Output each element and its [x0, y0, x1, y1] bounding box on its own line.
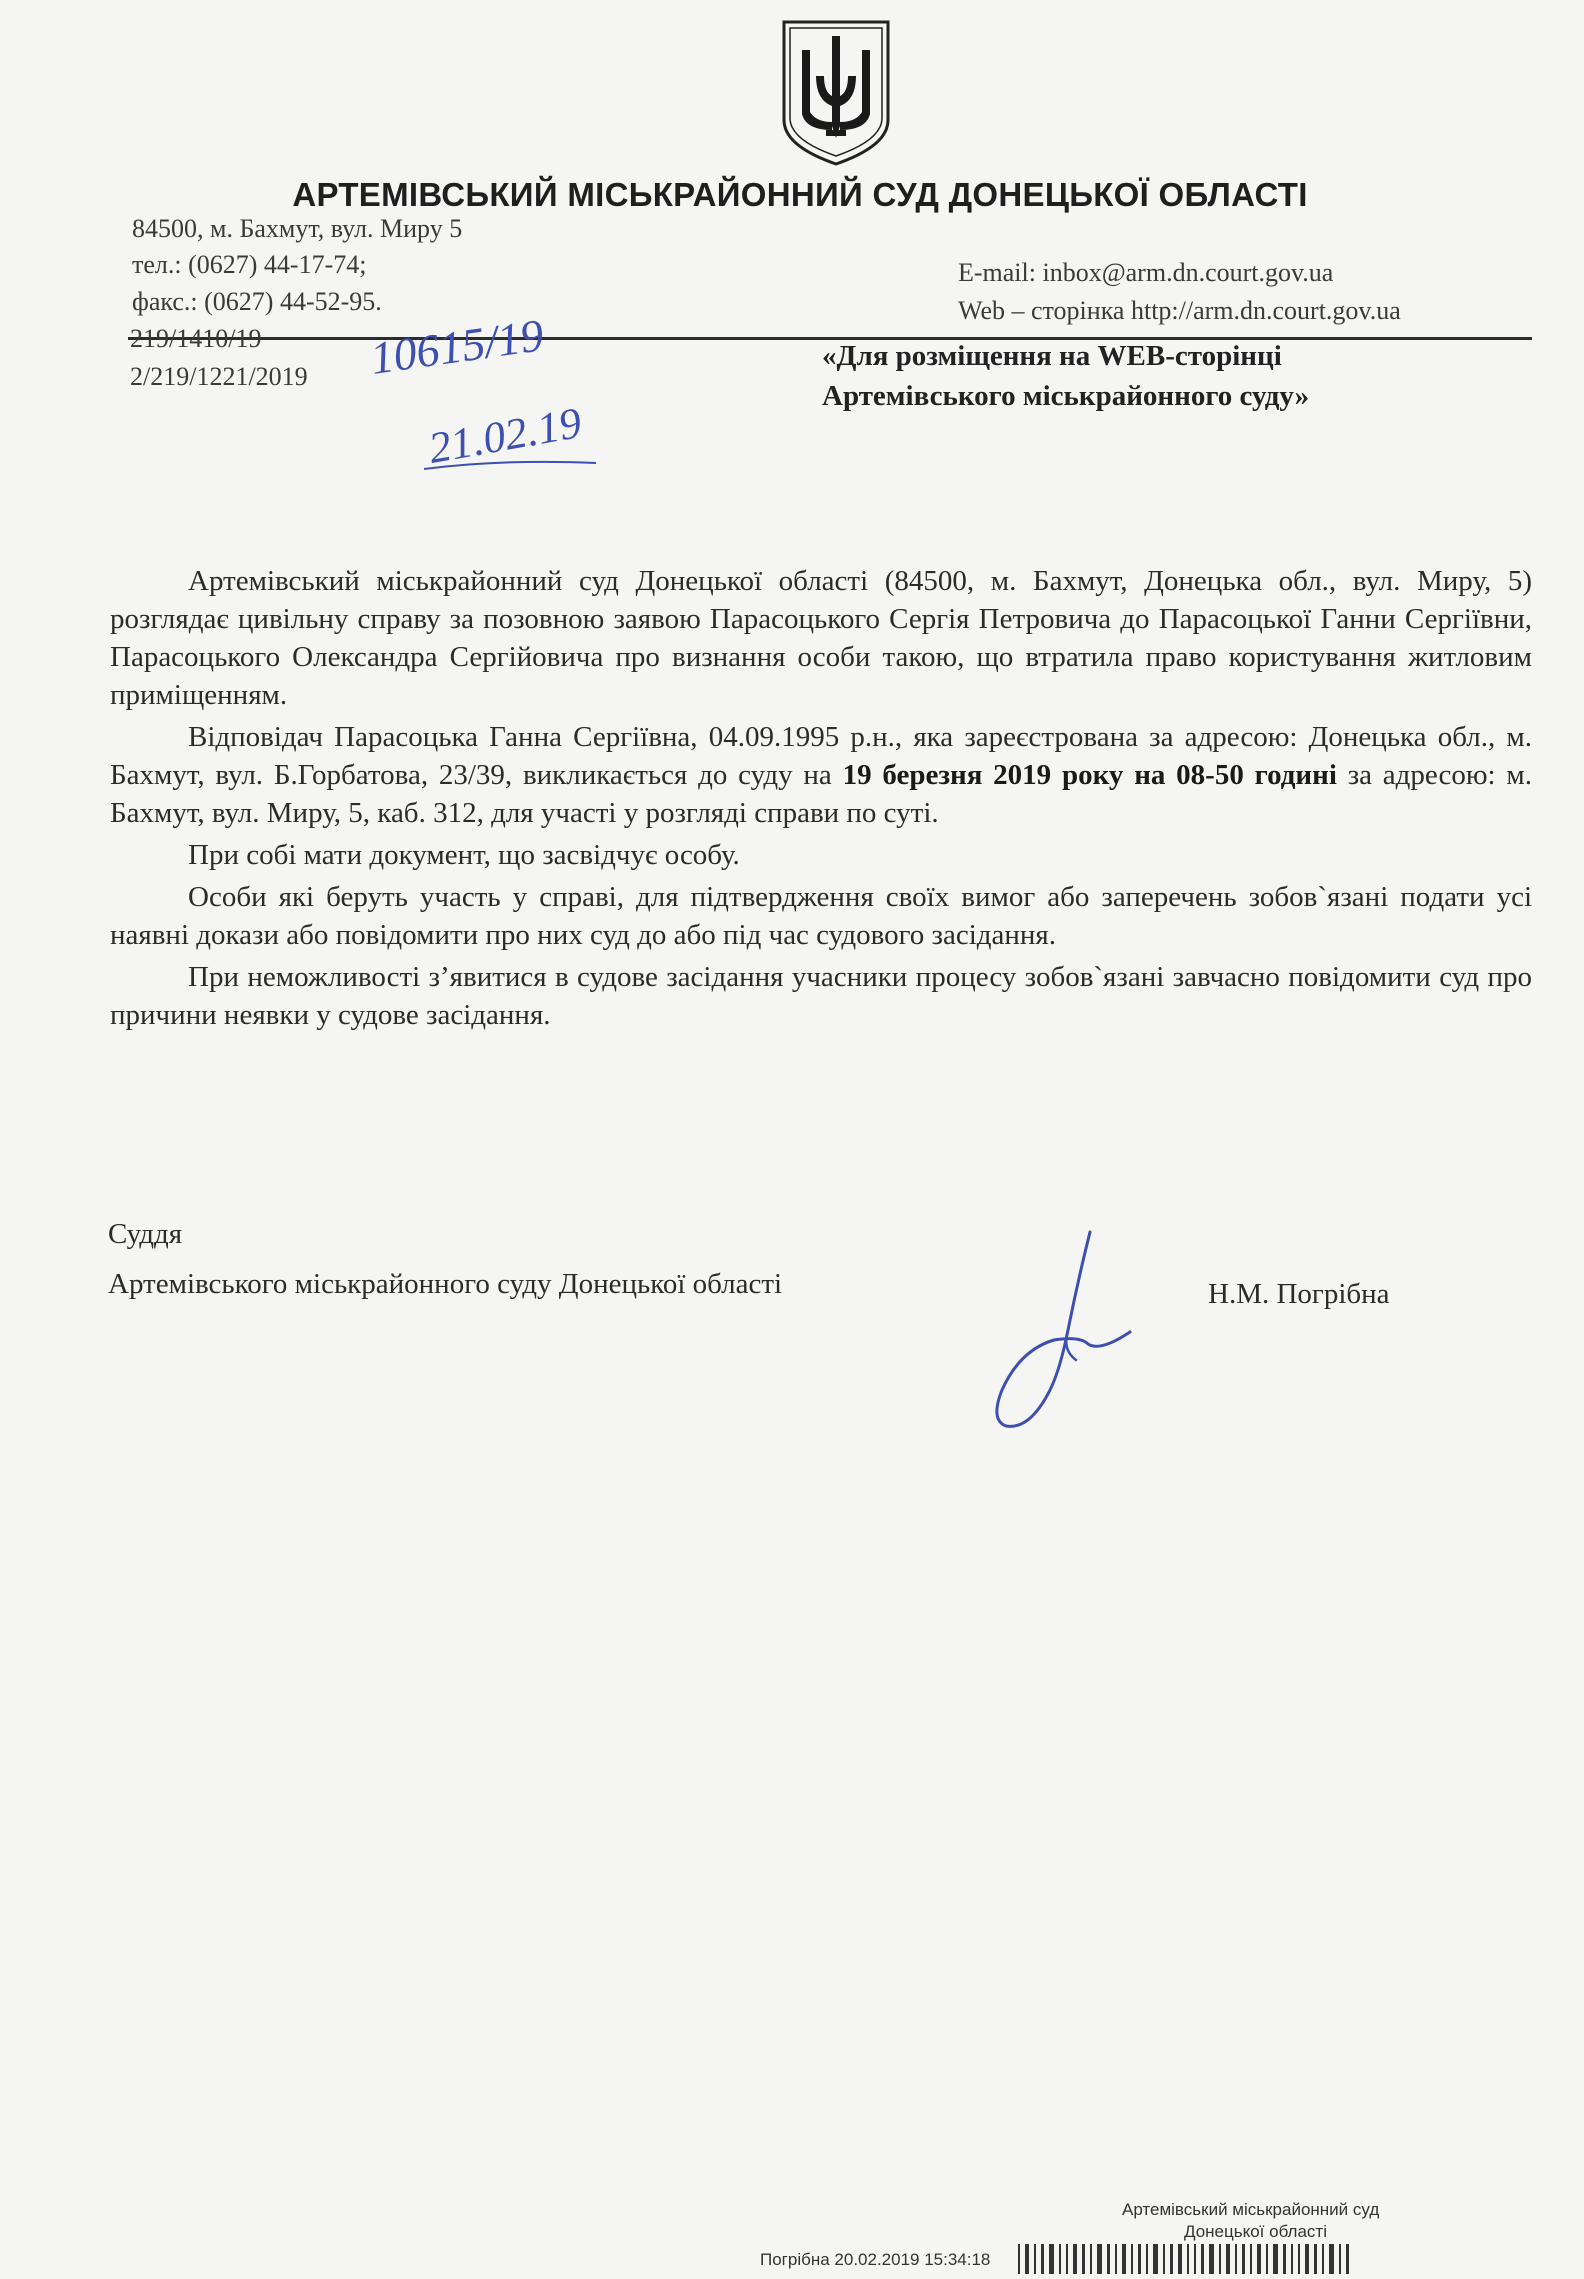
barcode-bar [1097, 2244, 1102, 2274]
barcode-bar [1339, 2244, 1341, 2274]
barcode-bar [1138, 2244, 1141, 2274]
barcode-bar [1209, 2244, 1214, 2274]
court-fax: факс.: (0627) 44-52-95. [132, 287, 382, 316]
barcode-bar [1178, 2244, 1182, 2274]
paragraph-case: Артемівський міськрайонний суд Донецької області (84500, м. Бахмут, Донецька обл., вул. Миру, 5) розглядає цивільну справу за позовною заявою Парасоцького Сергія Петровича до Парасоцької Ганни Сергіївни, Парасоцького Олександра Сергійовича про визнання особи такою, що втратила право користування житловим приміщенням. [110, 565, 1532, 711]
barcode-bar [1187, 2244, 1189, 2274]
barcode-bar [1235, 2244, 1237, 2274]
court-email: E-mail: inbox@arm.dn.court.gov.ua [958, 258, 1334, 287]
barcode-bar [1082, 2244, 1085, 2274]
barcode-bar [1107, 2244, 1110, 2274]
barcode-bar [1034, 2244, 1036, 2274]
barcode-bar [1298, 2244, 1300, 2274]
barcode-bar [1291, 2244, 1293, 2274]
barcode-bar [1049, 2244, 1054, 2274]
barcode-bar [1073, 2244, 1077, 2274]
barcode-bar [1322, 2244, 1324, 2274]
barcode-bar [1153, 2244, 1158, 2274]
barcode-bar [1115, 2244, 1117, 2274]
paragraph-summons [110, 718, 1532, 832]
barcode-bar [1346, 2244, 1349, 2274]
trident-coat-of-arms-icon [776, 16, 896, 168]
handwritten-registration-date: 21.02.19 [424, 398, 586, 473]
barcode-bar [1090, 2244, 1092, 2274]
court-title: АРТЕМІВСЬКИЙ МІСЬКРАЙОННИЙ СУД ДОНЕЦЬКОЇ ОБЛАСТІ [292, 176, 1308, 213]
stamp-court-line1: Артемівський міськрайонний суд [1122, 2200, 1380, 2219]
handwritten-registration-number: 10615/19 [367, 309, 547, 384]
summons-date-time: 19 березня 2019 року на 08-50 годині [842, 759, 1337, 791]
barcode-bar [1041, 2244, 1044, 2274]
barcode-bar [1122, 2244, 1126, 2274]
barcode-bar [1059, 2244, 1061, 2274]
paragraph-evidence: Особи які беруть участь у справі, для підтвердження своїх вимог або заперечень зобов`язані подати усі наявні докази або повідомити про них суд до або під час судового засідання. [110, 881, 1532, 951]
judge-name: Н.М. Погрібна [1208, 1278, 1390, 1310]
judge-court: Артемівського міськрайонного суду Донецької області [108, 1268, 783, 1300]
court-phone: тел.: (0627) 44-17-74; [132, 250, 367, 279]
barcode-bar [1266, 2244, 1268, 2274]
handwritten-signature-icon [990, 1220, 1140, 1440]
paragraph-absence: При неможливості з’явитися в судове засідання учасники процесу зобов`язані завчасно повідомити суд про причини неявки у судове засідання. [110, 961, 1532, 1031]
barcode-bar [1131, 2244, 1133, 2274]
barcode-bar [1163, 2244, 1165, 2274]
barcode-bar [1314, 2244, 1317, 2274]
judge-title: Суддя [108, 1218, 183, 1250]
publication-notice-line2: Артемівського міськрайонного суду» [822, 380, 1310, 412]
court-website: Web – сторінка http://arm.dn.court.gov.ua [958, 296, 1401, 325]
barcode-bar [1201, 2244, 1204, 2274]
barcode-bar [1219, 2244, 1221, 2274]
summons-text-b: за адресою: м. Бахмут, вул. Миру, 5, каб. 312, для участі у розгляді справи по суті. [110, 759, 1533, 829]
barcode-bar [1226, 2244, 1230, 2274]
barcode-bar [1329, 2244, 1334, 2274]
barcode-bar [1146, 2244, 1148, 2274]
barcode-bar [1305, 2244, 1309, 2274]
barcode-bar [1025, 2244, 1029, 2274]
barcode-bar [1194, 2244, 1196, 2274]
barcode-bar [1242, 2244, 1245, 2274]
case-reference-2: 2/219/1221/2019 [130, 362, 308, 391]
barcode-bar [1283, 2244, 1286, 2274]
barcode-bar [1018, 2244, 1020, 2274]
barcode-bar [1273, 2244, 1278, 2274]
document-body [110, 562, 1532, 1038]
court-address: 84500, м. Бахмут, вул. Миру 5 [132, 214, 463, 243]
barcode-bar [1250, 2244, 1252, 2274]
barcode-bar [1066, 2244, 1068, 2274]
handwritten-underline [420, 455, 600, 475]
stamp-court-line2: Донецької області [1184, 2222, 1327, 2241]
publication-notice-line1: «Для розміщення на WEB-сторінці [822, 340, 1282, 372]
paragraph-document: При собі мати документ, що засвідчує особу. [188, 839, 740, 871]
case-reference-1: 219/1410/19 [130, 324, 262, 353]
document-barcode [1018, 2244, 1550, 2274]
stamp-signer-datetime: Погрібна 20.02.2019 15:34:18 [760, 2250, 991, 2269]
publication-notice [822, 336, 1309, 416]
barcode-bar [1170, 2244, 1173, 2274]
barcode-bar [1257, 2244, 1261, 2274]
summons-text-a: Відповідач Парасоцька Ганна Сергіївна, 04.09.1995 р.н., яка зареєстрована за адресою: Донецька обл., м. Бахмут, вул. Б.Горбатова, 23/39, викликається до суду на [110, 721, 1532, 791]
